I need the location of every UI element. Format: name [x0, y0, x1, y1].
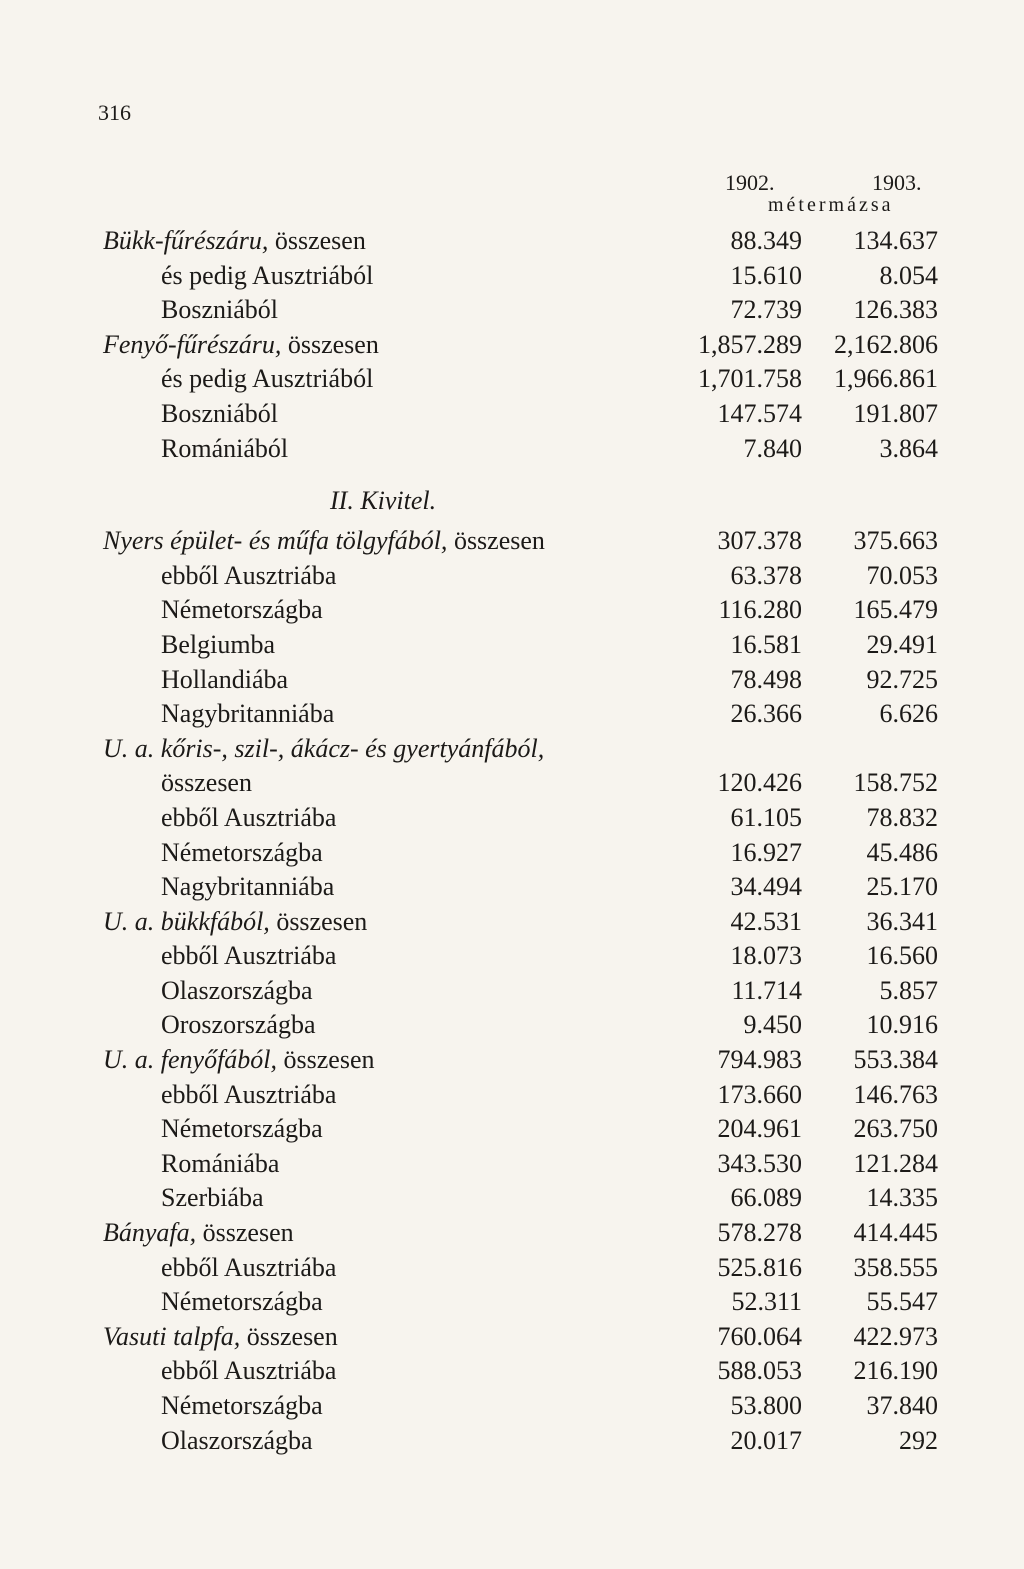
value-1902: 9.450 — [743, 1010, 802, 1040]
value-1903: 78.832 — [866, 802, 938, 832]
row-label — [161, 663, 288, 698]
row-label — [161, 1112, 323, 1147]
row-label-italic: U. a. bükkfából, — [103, 906, 270, 936]
value-1903: 126.383 — [853, 295, 938, 325]
row-label — [161, 559, 336, 594]
row-label — [161, 1008, 316, 1043]
row-label — [161, 397, 278, 432]
row-label-text: Németországba — [161, 1114, 323, 1144]
value-1902: 18.073 — [730, 941, 802, 971]
row-label — [161, 1251, 336, 1286]
value-1902: 760.064 — [717, 1321, 802, 1351]
value-1903: 14.335 — [866, 1183, 938, 1213]
table-row — [0, 905, 1024, 940]
value-1902: 204.961 — [717, 1114, 802, 1144]
value-1903: 16.560 — [866, 941, 938, 971]
row-label-text: ebből Ausztriába — [161, 802, 337, 832]
row-label-text: Romániából — [161, 433, 289, 463]
row-label — [161, 697, 334, 732]
value-1902: 120.426 — [717, 768, 802, 798]
table-row — [0, 663, 1024, 698]
row-label-text: összesen — [196, 1218, 294, 1248]
value-1902: 1,857.289 — [698, 329, 802, 359]
table-row — [0, 1389, 1024, 1424]
row-label — [161, 1285, 323, 1320]
value-1903: 263.750 — [853, 1114, 938, 1144]
value-1902: 343.530 — [717, 1148, 802, 1178]
value-1903: 121.284 — [853, 1148, 938, 1178]
row-label-text: Németországba — [161, 1287, 323, 1317]
row-label — [161, 1389, 323, 1424]
row-label — [103, 328, 379, 363]
row-label — [161, 259, 373, 294]
row-label-text: Oroszországba — [161, 1010, 316, 1040]
table-row — [0, 1424, 1024, 1459]
value-1902: 52.311 — [731, 1287, 802, 1317]
value-1902: 16.927 — [730, 837, 802, 867]
row-label — [161, 1354, 336, 1389]
value-1902: 588.053 — [717, 1356, 802, 1386]
row-label — [161, 1147, 279, 1182]
table-row — [0, 732, 1024, 767]
row-label-text: Hollandiába — [161, 664, 289, 694]
row-label — [161, 362, 373, 397]
unit-header: métermázsa — [768, 194, 894, 216]
table-row — [0, 939, 1024, 974]
row-label — [161, 766, 252, 801]
row-label — [161, 870, 334, 905]
value-1903: 375.663 — [853, 526, 938, 556]
table-row — [0, 628, 1024, 663]
value-1902: 116.280 — [718, 595, 802, 625]
row-label-text: Nagybritanniába — [161, 699, 335, 729]
value-1903: 55.547 — [866, 1287, 938, 1317]
row-label-text: ebből Ausztriába — [161, 1252, 337, 1282]
table-row — [0, 1354, 1024, 1389]
value-1902: 78.498 — [730, 664, 802, 694]
row-label-italic: Bükk-fűrészáru, — [103, 226, 269, 255]
row-label-text: és pedig Ausztriából — [161, 260, 374, 290]
value-1902: 61.105 — [730, 802, 802, 832]
row-label — [161, 293, 278, 328]
value-1903: 216.190 — [853, 1356, 938, 1386]
value-1902: 578.278 — [717, 1218, 802, 1248]
value-1903: 92.725 — [866, 664, 938, 694]
row-label-text: összesen — [268, 226, 366, 255]
year-1902-header: 1902. — [725, 170, 775, 195]
value-1902: 525.816 — [717, 1252, 802, 1282]
table-row — [0, 1078, 1024, 1113]
table-row — [0, 293, 1024, 328]
row-label-text: Belgiumba — [161, 629, 276, 659]
value-1902: 173.660 — [717, 1079, 802, 1109]
table-row — [0, 697, 1024, 732]
row-label — [161, 628, 275, 663]
row-label — [161, 593, 323, 628]
row-label-text: ebből Ausztriába — [161, 1356, 337, 1386]
value-1902: 307.378 — [717, 526, 802, 556]
value-1903: 29.491 — [866, 629, 938, 659]
row-label — [161, 1181, 264, 1216]
row-label-italic: U. a. fenyőfából, — [103, 1045, 278, 1075]
table-row — [0, 1112, 1024, 1147]
value-1902: 72.739 — [730, 295, 802, 325]
row-label-text: összesen — [281, 329, 379, 359]
row-label — [161, 974, 313, 1009]
value-1902: 20.017 — [730, 1425, 802, 1455]
row-label-text: Németországba — [161, 837, 323, 867]
row-label — [103, 905, 367, 940]
value-1903: 6.626 — [879, 699, 938, 729]
row-label-italic: Vasuti talpfa, — [103, 1321, 241, 1351]
table-row — [0, 484, 1024, 524]
row-label-italic: Nyers épület- és műfa tölgyfából, — [103, 526, 448, 556]
row-label-text: ebből Ausztriába — [161, 560, 337, 590]
value-1903: 146.763 — [853, 1079, 938, 1109]
value-1902: 11.714 — [731, 975, 802, 1005]
value-1902: 42.531 — [730, 906, 802, 936]
value-1902: 26.366 — [730, 699, 802, 729]
value-1903: 1,966.861 — [834, 364, 938, 394]
value-1902: 66.089 — [730, 1183, 802, 1213]
row-label-text: összesen — [277, 1045, 375, 1075]
page-number: 316 — [98, 100, 131, 125]
value-1903: 2,162.806 — [834, 329, 938, 359]
row-label-text: Boszniából — [161, 398, 278, 428]
value-1902: 147.574 — [717, 398, 802, 428]
row-label-text: ebből Ausztriába — [161, 1079, 337, 1109]
row-label — [103, 1320, 338, 1355]
table-row — [0, 1320, 1024, 1355]
table-row — [0, 432, 1024, 467]
row-label-italic: Fenyő-fűrészáru, — [103, 329, 282, 359]
value-1903: 422.973 — [853, 1321, 938, 1351]
row-label-italic: Bányafa, — [103, 1218, 197, 1248]
value-1903: 37.840 — [866, 1391, 938, 1420]
row-label-text: összesen — [161, 768, 252, 798]
row-label — [103, 1043, 375, 1078]
value-1902: 34.494 — [730, 872, 802, 902]
value-1903: 134.637 — [853, 226, 938, 255]
value-1902: 53.800 — [730, 1391, 802, 1420]
row-label-text: Szerbiába — [161, 1183, 264, 1213]
year-1903-header: 1903. — [872, 170, 922, 195]
row-label — [161, 836, 323, 871]
row-label — [161, 939, 336, 974]
row-label-text: és pedig Ausztriából — [161, 364, 374, 394]
table-row — [0, 1008, 1024, 1043]
table-row — [0, 1285, 1024, 1320]
table-row — [0, 974, 1024, 1009]
row-label-text: Boszniából — [161, 295, 278, 325]
value-1903: 158.752 — [853, 768, 938, 798]
table-row — [0, 524, 1024, 559]
row-label-text: Németországba — [161, 1391, 323, 1420]
value-1903: 8.054 — [879, 260, 938, 290]
row-label-text: Romániába — [161, 1148, 280, 1178]
row-label — [161, 801, 336, 836]
table-row — [0, 224, 1024, 259]
value-1902: 15.610 — [730, 260, 802, 290]
value-1903: 165.479 — [853, 595, 938, 625]
value-1903: 25.170 — [866, 872, 938, 902]
table-row — [0, 362, 1024, 397]
table-row — [0, 766, 1024, 801]
row-label — [103, 1216, 294, 1251]
row-label — [161, 432, 288, 467]
table-row — [0, 1181, 1024, 1216]
statistics-table — [0, 224, 1024, 1458]
value-1903: 414.445 — [853, 1218, 938, 1248]
value-1902: 63.378 — [730, 560, 802, 590]
row-label — [161, 1424, 313, 1459]
value-1903: 292 — [899, 1425, 938, 1455]
value-1903: 70.053 — [866, 560, 938, 590]
value-1903: 3.864 — [879, 433, 938, 463]
value-1903: 10.916 — [866, 1010, 938, 1040]
row-label-text: Olaszországba — [161, 975, 313, 1005]
row-label-text: Németországba — [161, 595, 323, 625]
row-label-text: Nagybritanniába — [161, 872, 335, 902]
table-row — [0, 259, 1024, 294]
row-label — [103, 524, 545, 559]
table-row — [0, 1043, 1024, 1078]
row-label — [103, 224, 366, 259]
value-1902: 1,701.758 — [698, 364, 802, 394]
row-label-text: összesen — [447, 526, 545, 556]
value-1902: 794.983 — [717, 1045, 802, 1075]
table-row — [0, 559, 1024, 594]
value-1902: 88.349 — [730, 226, 802, 255]
table-row — [0, 1251, 1024, 1286]
row-label — [161, 1078, 336, 1113]
row-label — [330, 484, 436, 519]
value-1902: 16.581 — [730, 629, 802, 659]
table-row — [0, 1147, 1024, 1182]
value-1903: 191.807 — [853, 398, 938, 428]
row-label-text: Olaszországba — [161, 1425, 313, 1455]
row-label-text: összesen — [240, 1321, 338, 1351]
value-1903: 5.857 — [879, 975, 938, 1005]
row-label-text: ebből Ausztriába — [161, 941, 337, 971]
row-label — [103, 732, 544, 767]
value-1903: 36.341 — [866, 906, 938, 936]
table-row — [0, 801, 1024, 836]
table-row — [0, 870, 1024, 905]
row-label-italic: II. Kivitel. — [330, 486, 437, 516]
table-row — [0, 593, 1024, 628]
table-row — [0, 328, 1024, 363]
row-label-text: összesen — [269, 906, 368, 936]
value-1903: 358.555 — [853, 1252, 938, 1282]
table-row — [0, 397, 1024, 432]
value-1903: 553.384 — [853, 1045, 938, 1075]
value-1903: 45.486 — [866, 837, 938, 867]
row-label-italic: U. a. kőris-, szil-, ákácz- és gyertyánfából, — [103, 733, 545, 763]
table-row — [0, 836, 1024, 871]
value-1902: 7.840 — [743, 433, 802, 463]
table-row — [0, 1216, 1024, 1251]
